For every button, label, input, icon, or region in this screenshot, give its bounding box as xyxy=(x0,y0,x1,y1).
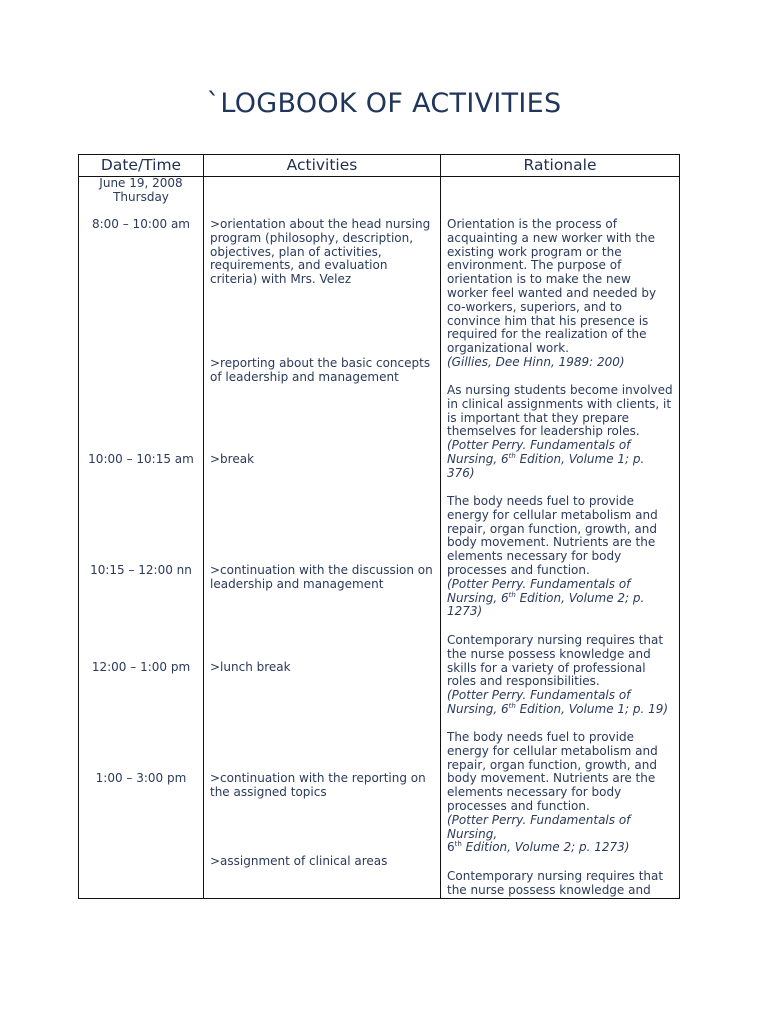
rationale-text: Orientation is the process of acquainting a new worker with the existing work program or the environment. The purpose of orientation is to make the new worker feel wanted and needed by co-workers, superiors, and to convince him that his presence is required for the realization of the organizational work. xyxy=(447,217,657,356)
time-slot: 1:00 – 3:00 pm xyxy=(95,771,187,785)
time-slot: 10:15 – 12:00 nn xyxy=(90,563,192,577)
rationale-text: As nursing students become involved in clinical assignments with clients, it is important that they prepare themselves for leadership roles. xyxy=(447,383,673,439)
rationale-block xyxy=(447,634,675,717)
time-slot: 10:00 – 10:15 am xyxy=(88,452,194,466)
header-activities: Activities xyxy=(286,156,358,174)
activity-item: >assignment of clinical areas xyxy=(210,854,388,868)
activity-item: >reporting about the basic concepts of leadership and management xyxy=(210,356,431,384)
rationale-block xyxy=(447,495,675,619)
rationale-text: Contemporary nursing requires that the nurse possess knowledge and xyxy=(447,869,664,897)
column-divider xyxy=(440,155,441,898)
rationale-text: Contemporary nursing requires that the nurse possess knowledge and skills for a variety of professional roles and responsibilities. xyxy=(447,633,664,689)
date-cell xyxy=(79,177,203,205)
rationale-text: The body needs fuel to provide energy for cellular metabolism and repair, organ function, growth, and body movement. Nutrients are the elements necessary for body processes and function. xyxy=(447,730,658,813)
activity-item: >break xyxy=(210,452,255,466)
date-text: June 19, 2008 xyxy=(99,176,183,190)
activity-item: >lunch break xyxy=(210,660,291,674)
page-title: `LOGBOOK OF ACTIVITIES xyxy=(206,88,562,119)
header-date-time: Date/Time xyxy=(100,156,182,174)
activity-item: >orientation about the head nursing program (philosophy, description, objectives, plan of activities, requirements, and evaluation criteria) with Mrs. Velez xyxy=(210,217,431,287)
rationale-reference-edition: 6th Edition, Volume 2; p. 1273) xyxy=(447,840,630,855)
rationale-reference: (Potter Perry. Fundamentals of Nursing, 6th Edition, Volume 1; p. 19) xyxy=(447,688,669,716)
time-slot: 12:00 – 1:00 pm xyxy=(91,660,191,674)
rationale-reference: (Gillies, Dee Hinn, 1989: 200) xyxy=(447,354,625,369)
rationale-block xyxy=(447,218,675,370)
rationale-block xyxy=(447,384,675,481)
activity-item: >continuation with the reporting on the assigned topics xyxy=(210,771,426,799)
time-slot: 8:00 – 10:00 am xyxy=(91,217,190,231)
rationale-reference: (Potter Perry. Fundamentals of Nursing, 6th Edition, Volume 2; p. 1273) xyxy=(447,576,645,619)
column-divider xyxy=(203,155,204,898)
day-text: Thursday xyxy=(113,189,169,204)
rationale-text: The body needs fuel to provide energy for cellular metabolism and repair, organ function, growth, and body movement. Nutrients are the elements necessary for body processes and function. xyxy=(447,494,658,577)
activity-item: >continuation with the discussion on leadership and management xyxy=(210,563,433,591)
logbook-table xyxy=(78,154,680,899)
rationale-reference: (Potter Perry. Fundamentals of Nursing, xyxy=(447,812,631,841)
rationale-block xyxy=(447,731,675,855)
rationale-reference: (Potter Perry. Fundamentals of Nursing, 6th Edition, Volume 1; p. 376) xyxy=(447,438,645,480)
rationale-block xyxy=(447,870,675,898)
header-rationale: Rationale xyxy=(523,156,597,174)
